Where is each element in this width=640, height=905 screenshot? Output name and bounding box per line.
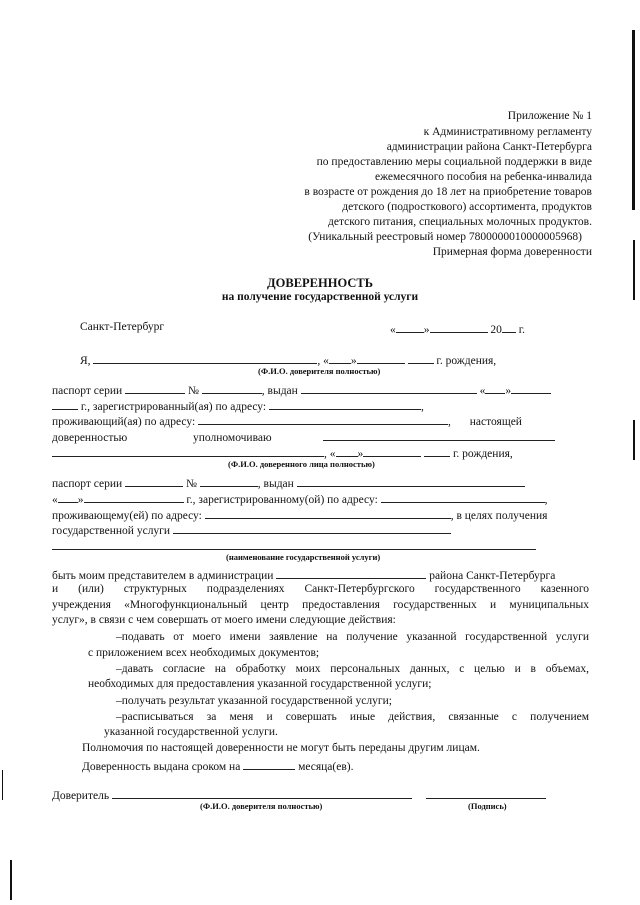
- passport-day-input[interactable]: [485, 381, 505, 394]
- registration-line: г., зарегистрированный(ая) по адресу: ,: [52, 397, 424, 414]
- service-name-input[interactable]: [173, 521, 451, 534]
- month-input[interactable]: [430, 320, 488, 333]
- passport-month-input[interactable]: [511, 381, 551, 394]
- action-item: –подавать от моего имени заявление на получение указанной государственной услуги: [116, 631, 589, 643]
- action-item-cont: необходимых для предоставления указанной государственной услуги;: [88, 678, 432, 690]
- agent-birth-day-input[interactable]: [336, 444, 358, 457]
- registry-number: (Уникальный реестровый номер 7800000010000005968): [308, 231, 582, 243]
- agent-registration-line: « » г., зарегистрированному(ой) по адресу: ,: [52, 490, 548, 507]
- agent-name-input-part1[interactable]: [323, 428, 555, 441]
- passport-series-input[interactable]: [125, 381, 185, 394]
- caption-principal-fullname: (Ф.И.О. доверителя полностью): [200, 801, 323, 811]
- action-item-cont: с приложением всех необходимых документов;: [88, 647, 320, 659]
- caption-principal-name: (Ф.И.О. доверителя полностью): [258, 366, 381, 376]
- paragraph-line: услуг», в связи с чем совершать от моего имени следующие действия:: [52, 614, 396, 626]
- agent-living-address-input[interactable]: [205, 506, 451, 519]
- header-line: детского (подросткового) ассортимента, продуктов: [342, 201, 592, 213]
- caption-service-name: (наименование государственной услуги): [226, 552, 381, 562]
- registration-address-input[interactable]: [269, 397, 421, 410]
- principal-birth-day-input[interactable]: [329, 351, 351, 364]
- agent-passport-month-input[interactable]: [84, 490, 184, 503]
- agent-passport-issuer-input[interactable]: [297, 474, 525, 487]
- header-line: по предоставлению меры социальной поддержки в виде: [316, 156, 592, 168]
- living-address-input[interactable]: [198, 412, 448, 425]
- principal-fullname-input[interactable]: [112, 786, 412, 799]
- passport-year-input[interactable]: [52, 397, 78, 410]
- passport-line: паспорт серии № , выдан « »: [52, 381, 551, 398]
- header-line: Приложение № 1: [507, 110, 592, 122]
- document-title: ДОВЕРЕННОСТЬ: [267, 276, 373, 290]
- term-months-input[interactable]: [243, 757, 295, 770]
- principal-birth-month-input[interactable]: [357, 351, 405, 364]
- signature-input[interactable]: [426, 786, 546, 799]
- caption-signature: (Подпись): [468, 801, 507, 811]
- principal-name-input[interactable]: [93, 351, 317, 364]
- agent-passport-number-input[interactable]: [200, 474, 258, 487]
- form-type-label: Примерная форма доверенности: [432, 246, 592, 258]
- agent-name-input-part2[interactable]: [52, 444, 324, 457]
- document-subtitle: на получение государственной услуги: [221, 291, 419, 303]
- term-line: Доверенность выдана сроком на месяца(ев).: [82, 757, 353, 774]
- administration-district-input[interactable]: [276, 566, 426, 579]
- passport-issuer-input[interactable]: [301, 381, 477, 394]
- header-line: администрации района Санкт-Петербурга: [386, 141, 592, 153]
- scan-edge-mark: [10, 860, 12, 900]
- passport-number-input[interactable]: [202, 381, 262, 394]
- header-line: детского питания, специальных молочных продуктов.: [328, 216, 592, 228]
- principal-birth-year-input[interactable]: [408, 351, 434, 364]
- agent-living-line: проживающему(ей) по адресу: , в целях получения: [52, 506, 547, 523]
- action-item: –расписываться за меня и совершать иные действия, связанные с получением: [116, 711, 589, 723]
- action-item: –давать согласие на обработку моих персональных данных, с целью и в объемах,: [116, 663, 589, 675]
- caption-agent-name: (Ф.И.О. доверенного лица полностью): [228, 459, 375, 469]
- action-item-cont: указанной государственной услуги.: [104, 726, 278, 738]
- principal-signature-line: Доверитель: [52, 786, 546, 803]
- powers-note: Полномочия по настоящей доверенности не могут быть переданы другим лицам.: [82, 742, 480, 754]
- paragraph-line: и (или) структурных подразделениях Санкт-Петербургского государственного казенного: [52, 583, 589, 595]
- date-field: « » 20 г.: [390, 320, 525, 337]
- principal-line: Я, , « » г. рождения,: [80, 351, 496, 368]
- agent-registration-address-input[interactable]: [381, 490, 545, 503]
- service-name-input-line2[interactable]: [52, 548, 536, 550]
- scan-edge-mark: [633, 420, 635, 460]
- agent-birth-month-input[interactable]: [363, 444, 421, 457]
- authorize-line: доверенностью уполномочиваю: [52, 428, 555, 445]
- action-item: –получать результат указанной государственной услуги;: [116, 695, 392, 707]
- scan-edge-mark: [2, 770, 3, 800]
- living-line: проживающий(ая) по адресу: , настоящей: [52, 412, 522, 429]
- header-line: в возрасте от рождения до 18 лет на приобретение товаров: [304, 186, 592, 198]
- day-input[interactable]: [396, 320, 424, 333]
- representative-line: быть моим представителем в администрации района Санкт-Петербурга: [52, 566, 589, 583]
- header-line: ежемесячного пособия на ребенка-инвалида: [375, 171, 592, 183]
- agent-birth-year-input[interactable]: [424, 444, 450, 457]
- service-line: государственной услуги: [52, 521, 451, 538]
- agent-birth-line: , « » г. рождения,: [52, 444, 513, 461]
- header-line: к Административному регламенту: [423, 126, 592, 138]
- paragraph-line: учреждения «Многофункциональный центр предоставления государственных и муниципальных: [52, 599, 589, 611]
- city: Санкт-Петербург: [80, 321, 165, 333]
- agent-passport-series-input[interactable]: [125, 474, 183, 487]
- agent-passport-line: паспорт серии № , выдан: [52, 474, 525, 491]
- year-input[interactable]: [502, 320, 516, 333]
- scan-edge-mark: [632, 30, 635, 210]
- agent-passport-day-input[interactable]: [58, 490, 78, 503]
